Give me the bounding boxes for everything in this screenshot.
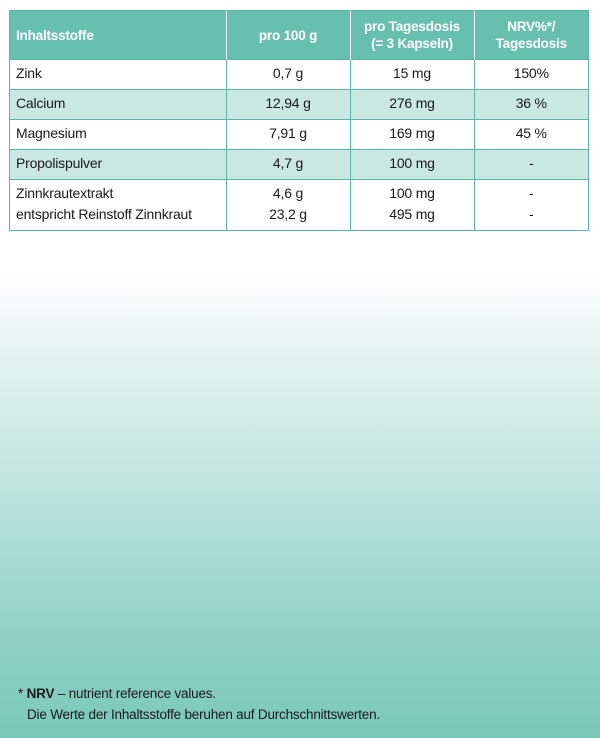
header-row bbox=[10, 11, 588, 60]
cell-per-daily-dose: 169 mg bbox=[350, 120, 474, 150]
cell-nrv: 150% bbox=[474, 60, 588, 90]
footnote-definition: – nutrient reference values. bbox=[57, 686, 216, 701]
cell-per-daily-dose: 276 mg bbox=[350, 90, 474, 120]
nutrient-table bbox=[9, 10, 589, 231]
header-per-100g: pro 100 g bbox=[226, 11, 350, 60]
cell-nrv-line2: - bbox=[529, 206, 534, 222]
footnote bbox=[18, 683, 380, 725]
header-per-daily-dose bbox=[350, 11, 474, 60]
cell-name: Propolispulver bbox=[10, 150, 226, 180]
cell-per-daily-dose: 100 mg bbox=[350, 150, 474, 180]
header-per-daily-dose-line1: pro Tagesdosis bbox=[364, 19, 460, 34]
table-row-propolispulver bbox=[10, 150, 588, 180]
nutrient-table-grid bbox=[10, 11, 588, 230]
footnote-term: NRV bbox=[26, 686, 55, 701]
cell-per-100g-line2: 23,2 g bbox=[269, 206, 307, 222]
cell-nrv: - bbox=[474, 150, 588, 180]
cell-name bbox=[10, 180, 226, 231]
cell-nrv: 36 % bbox=[474, 90, 588, 120]
cell-per-100g: 0,7 g bbox=[226, 60, 350, 90]
cell-per-100g: 4,7 g bbox=[226, 150, 350, 180]
cell-per-daily-dose-line2: 495 mg bbox=[389, 206, 435, 222]
header-nrv-line1: NRV%*/ bbox=[507, 19, 556, 34]
table-row-zink bbox=[10, 60, 588, 90]
cell-name-line1: Zinnkrautextrakt bbox=[16, 185, 114, 201]
header-per-daily-dose-line2: (= 3 Kapseln) bbox=[371, 36, 453, 51]
table-row-calcium bbox=[10, 90, 588, 120]
cell-per-daily-dose bbox=[350, 180, 474, 231]
header-nrv bbox=[474, 11, 588, 60]
table-row-zinnkraut bbox=[10, 180, 588, 231]
cell-per-daily-dose-line1: 100 mg bbox=[389, 185, 435, 201]
cell-name-line2: entspricht Reinstoff Zinnkraut bbox=[16, 206, 192, 222]
cell-name: Zink bbox=[10, 60, 226, 90]
table-row-magnesium bbox=[10, 120, 588, 150]
table-header bbox=[10, 11, 588, 60]
cell-nrv-line1: - bbox=[529, 185, 534, 201]
footnote-note: Die Werte der Inhaltsstoffe beruhen auf Durchschnittswerten. bbox=[27, 707, 380, 722]
cell-name: Magnesium bbox=[10, 120, 226, 150]
cell-per-daily-dose: 15 mg bbox=[350, 60, 474, 90]
header-ingredients: Inhaltsstoffe bbox=[10, 11, 226, 60]
footnote-line1 bbox=[18, 686, 216, 701]
cell-nrv bbox=[474, 180, 588, 231]
cell-name: Calcium bbox=[10, 90, 226, 120]
footnote-asterisk: * bbox=[18, 686, 24, 701]
cell-per-100g bbox=[226, 180, 350, 231]
header-nrv-line2: Tagesdosis bbox=[495, 36, 567, 51]
cell-per-100g: 12,94 g bbox=[226, 90, 350, 120]
table-body bbox=[10, 60, 588, 231]
cell-per-100g-line1: 4,6 g bbox=[272, 185, 304, 201]
cell-per-100g: 7,91 g bbox=[226, 120, 350, 150]
cell-nrv: 45 % bbox=[474, 120, 588, 150]
